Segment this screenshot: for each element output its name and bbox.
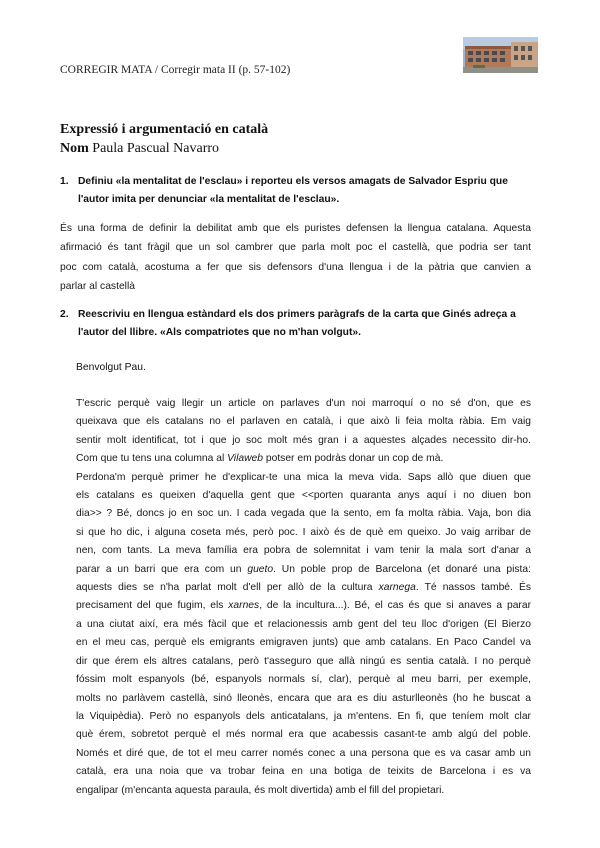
student-name-line bbox=[60, 141, 219, 157]
question-1-text bbox=[78, 173, 540, 209]
answer-1-line: parlar al castellà bbox=[60, 280, 135, 292]
building-photo bbox=[463, 37, 538, 73]
answer-1 bbox=[60, 219, 531, 296]
letter-greeting: Benvolgut Pau. bbox=[76, 362, 146, 373]
italic-term: gueto bbox=[247, 563, 274, 575]
question-1 bbox=[60, 173, 540, 209]
letter-line: què érem, sobretot perquè el més normal era que acabessis casant-te amb algú del poble. bbox=[76, 729, 531, 741]
letter-line: Com que tu tens una columna al Vilaweb potser em podràs donar un cop de mà. bbox=[76, 453, 444, 465]
letter-line: Només et diré que, de tot el meu carrer només conec a una persona que es va casar amb un bbox=[76, 747, 531, 759]
letter-line: dia>> ? Bé, doncs jo en soc un. I cada vegada que la sento, em fa molta ràbia. Vaja, bon dia bbox=[76, 508, 531, 520]
letter-line: molts no parlàvem castellà, sinó lleonès, encara que ara es diu asturlleonès (ho he buscat a bbox=[76, 692, 531, 704]
question-1-number: 1. bbox=[60, 176, 69, 187]
letter-line: si que ho dic, i alguna coseta més, però poc. I això és de què em queixo. Jo vaig arribar de bbox=[76, 526, 531, 538]
letter-line: queixava que els catalans no el parlaven en català, i que això li feia molta ràbia. Em vaig bbox=[76, 416, 531, 428]
letter-line: a una ciutat així, era més fàcil que et relacionessis amb gent del teu lloc d'origen (El Bierzo bbox=[76, 618, 531, 630]
italic-term: xarnes bbox=[228, 600, 260, 612]
letter-line: nen, com tants. La meva família era pobra de solemnitat i vam tenir la mala sort d'anar a bbox=[76, 545, 531, 557]
letter-line: català, era una noia que va trobar feina en una botiga de teixits de Barcelona i es va bbox=[76, 766, 531, 778]
letter-line: els catalans es queixen d'aquella gent que <<porten quaranta anys aquí i no diuen bon bbox=[76, 490, 531, 502]
letter-body bbox=[76, 395, 531, 800]
italic-term: xarnega bbox=[378, 582, 416, 594]
letter-line: parar a un barri que era com un gueto. Un poble prop de Barcelona (et donaré una pista: bbox=[76, 563, 532, 575]
letter-line: fóssim molt espanyols (bé, espanyols normals sí, clar), perquè al meu barri, per exemple, bbox=[76, 674, 531, 686]
answer-1-line: afirmació és tant fràgil que un sol cambrer que parla molt poc el castellà, que podria ser tant bbox=[60, 242, 531, 254]
letter-line: la Viquipèdia). Però no espanyols dels anticatalans, ja m'entens. En fi, que teníem molt clar bbox=[76, 710, 531, 722]
question-1-line: Definiu «la mentalitat de l'esclau» i reporteu els versos amagats de Salvador Espriu que bbox=[78, 176, 508, 187]
name-label: Nom bbox=[60, 141, 89, 156]
question-2-text bbox=[78, 306, 540, 342]
building-photo-graphic bbox=[463, 37, 538, 73]
letter-line: T'escric perquè vaig llegir un article on parlaves d'un noi marroquí o no sé d'on, que es bbox=[76, 398, 531, 409]
answer-1-line: poc com català, acostuma a fer que sis defensors d'una llengua i de la pàtria que canvien a bbox=[60, 261, 531, 273]
question-1-line: l'autor imita per denunciar «la mentalitat de l'esclau». bbox=[78, 194, 340, 205]
question-2-line: l'autor del llibre. «Als compatriotes que no m'han volgut». bbox=[78, 327, 361, 338]
letter-line: sentir molt identificat, tot i que jo soc molt més gran i a aquestes alçades necessito dir-ho. bbox=[76, 434, 531, 446]
answer-1-line: És una forma de definir la debilitat amb que els puristes defensen la llengua catalana. Aquesta bbox=[60, 223, 531, 234]
letter-line: en el meu cas, perquè els emigrants emigraven junts) que amb catalans. En Paco Candel va bbox=[76, 637, 531, 649]
italic-term: Vilaweb bbox=[227, 453, 263, 465]
question-2-line: Reescriviu en llengua estàndard els dos primers paràgrafs de la carta que Ginés adreça a bbox=[78, 309, 516, 320]
question-2 bbox=[60, 306, 540, 342]
breadcrumb: CORREGIR MATA / Corregir mata II (p. 57-102) bbox=[60, 64, 291, 76]
letter-line: precisament del que fugim, els xarnes, de la incultura...). Bé, el cas és que si anaves a parar bbox=[76, 600, 532, 612]
letter-line: aquests dies se n'ha parlat molt d'ell per allò de la cultura xarnega. Té nassos també. És bbox=[76, 582, 531, 594]
student-name: Paula Pascual Navarro bbox=[92, 141, 220, 156]
letter-line: Perdona'm perquè primer he d'explicar-te una mica la meva vida. Saps allò que diuen que bbox=[76, 471, 531, 483]
letter-line: dir que érem els altres catalans, però t'asseguro que allà ningú es sentia català. I no perquè bbox=[76, 655, 531, 667]
letter-line: engalipar (m'encanta aquesta paraula, és molt divertida) amb el fill del propietari. bbox=[76, 784, 445, 796]
question-2-number: 2. bbox=[60, 309, 69, 320]
document-title: Expressió i argumentació en català bbox=[60, 122, 269, 137]
